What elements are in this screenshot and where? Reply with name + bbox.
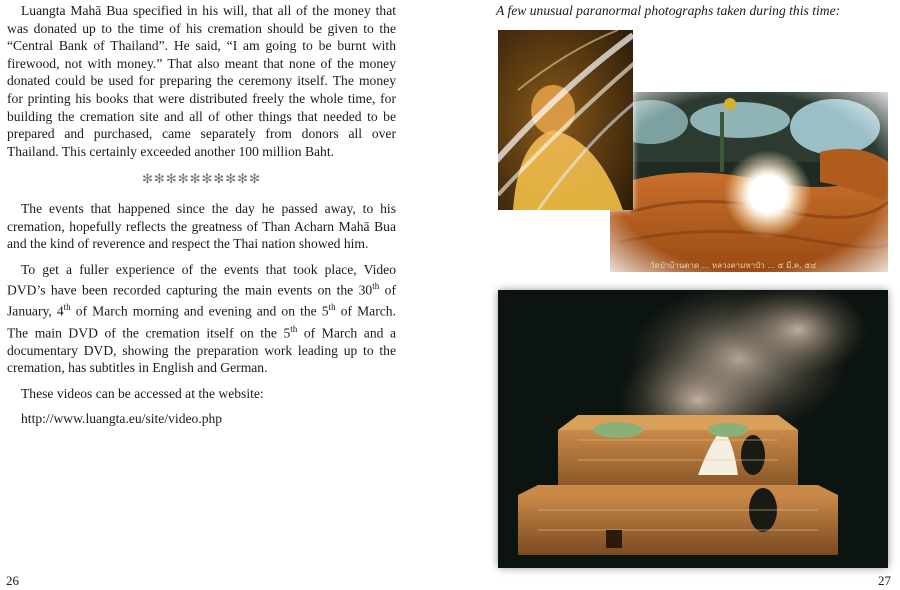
page-number-left: 26	[6, 573, 19, 588]
photo-cremation-night	[498, 290, 888, 568]
photos-caption: A few unusual paranormal photographs taken during this time:	[496, 3, 841, 18]
paragraph-events: The events that happened since the day he passed away, to his cremation, hopefully reflects the greatness of Than Acharn Mahā Bua and the kind of reverence and respect the Thai nation showed him.	[7, 200, 396, 252]
video-url-link[interactable]: http://www.luangta.eu/site/video.php	[21, 411, 223, 427]
separator-stars: ✻✻✻✻✻✻✻✻✻✻	[142, 171, 261, 187]
photo-orb-robes	[610, 92, 888, 272]
photo-monk-streaks	[498, 30, 633, 210]
right-page	[450, 0, 900, 590]
paragraph-will: Luangta Mahā Bua specified in his will, that all of the money that was donated up to the time of his cremation should be given to the “Central Bank of Thailand”. He said, “I am going to be burnt with firewood, not with money.” That also meant that none of the money donated could be used for preparing the ceremony itself. The money for printing his books that were distributed freely the whole time, for building the cremation site and all of other things that needed to be prepared and purchased, came separately from donors all over Thailand. This certainly exceeded another 100 million Baht.	[7, 3, 396, 159]
paragraph-dvd: To get a fuller experience of the events that took place, Video DVD’s have been recorded capturing the main events on the 30th of January, 4th of March morning and evening and on the 5th of March. The main DVD of the cremation itself on the 5th of March and a documentary DVD, showing the preparation work leading up to the cremation, has subtitles in English and German.	[7, 261, 397, 376]
paragraph-videos: These videos can be accessed at the website:	[21, 385, 264, 401]
photo-watermark-text: วัดป่าบ้านตาด ... หลวงตามหาบัว ... ๕ มี.ค. ๕๔	[650, 261, 817, 270]
page-number-right: 27	[878, 573, 891, 588]
body-text	[7, 2, 396, 436]
